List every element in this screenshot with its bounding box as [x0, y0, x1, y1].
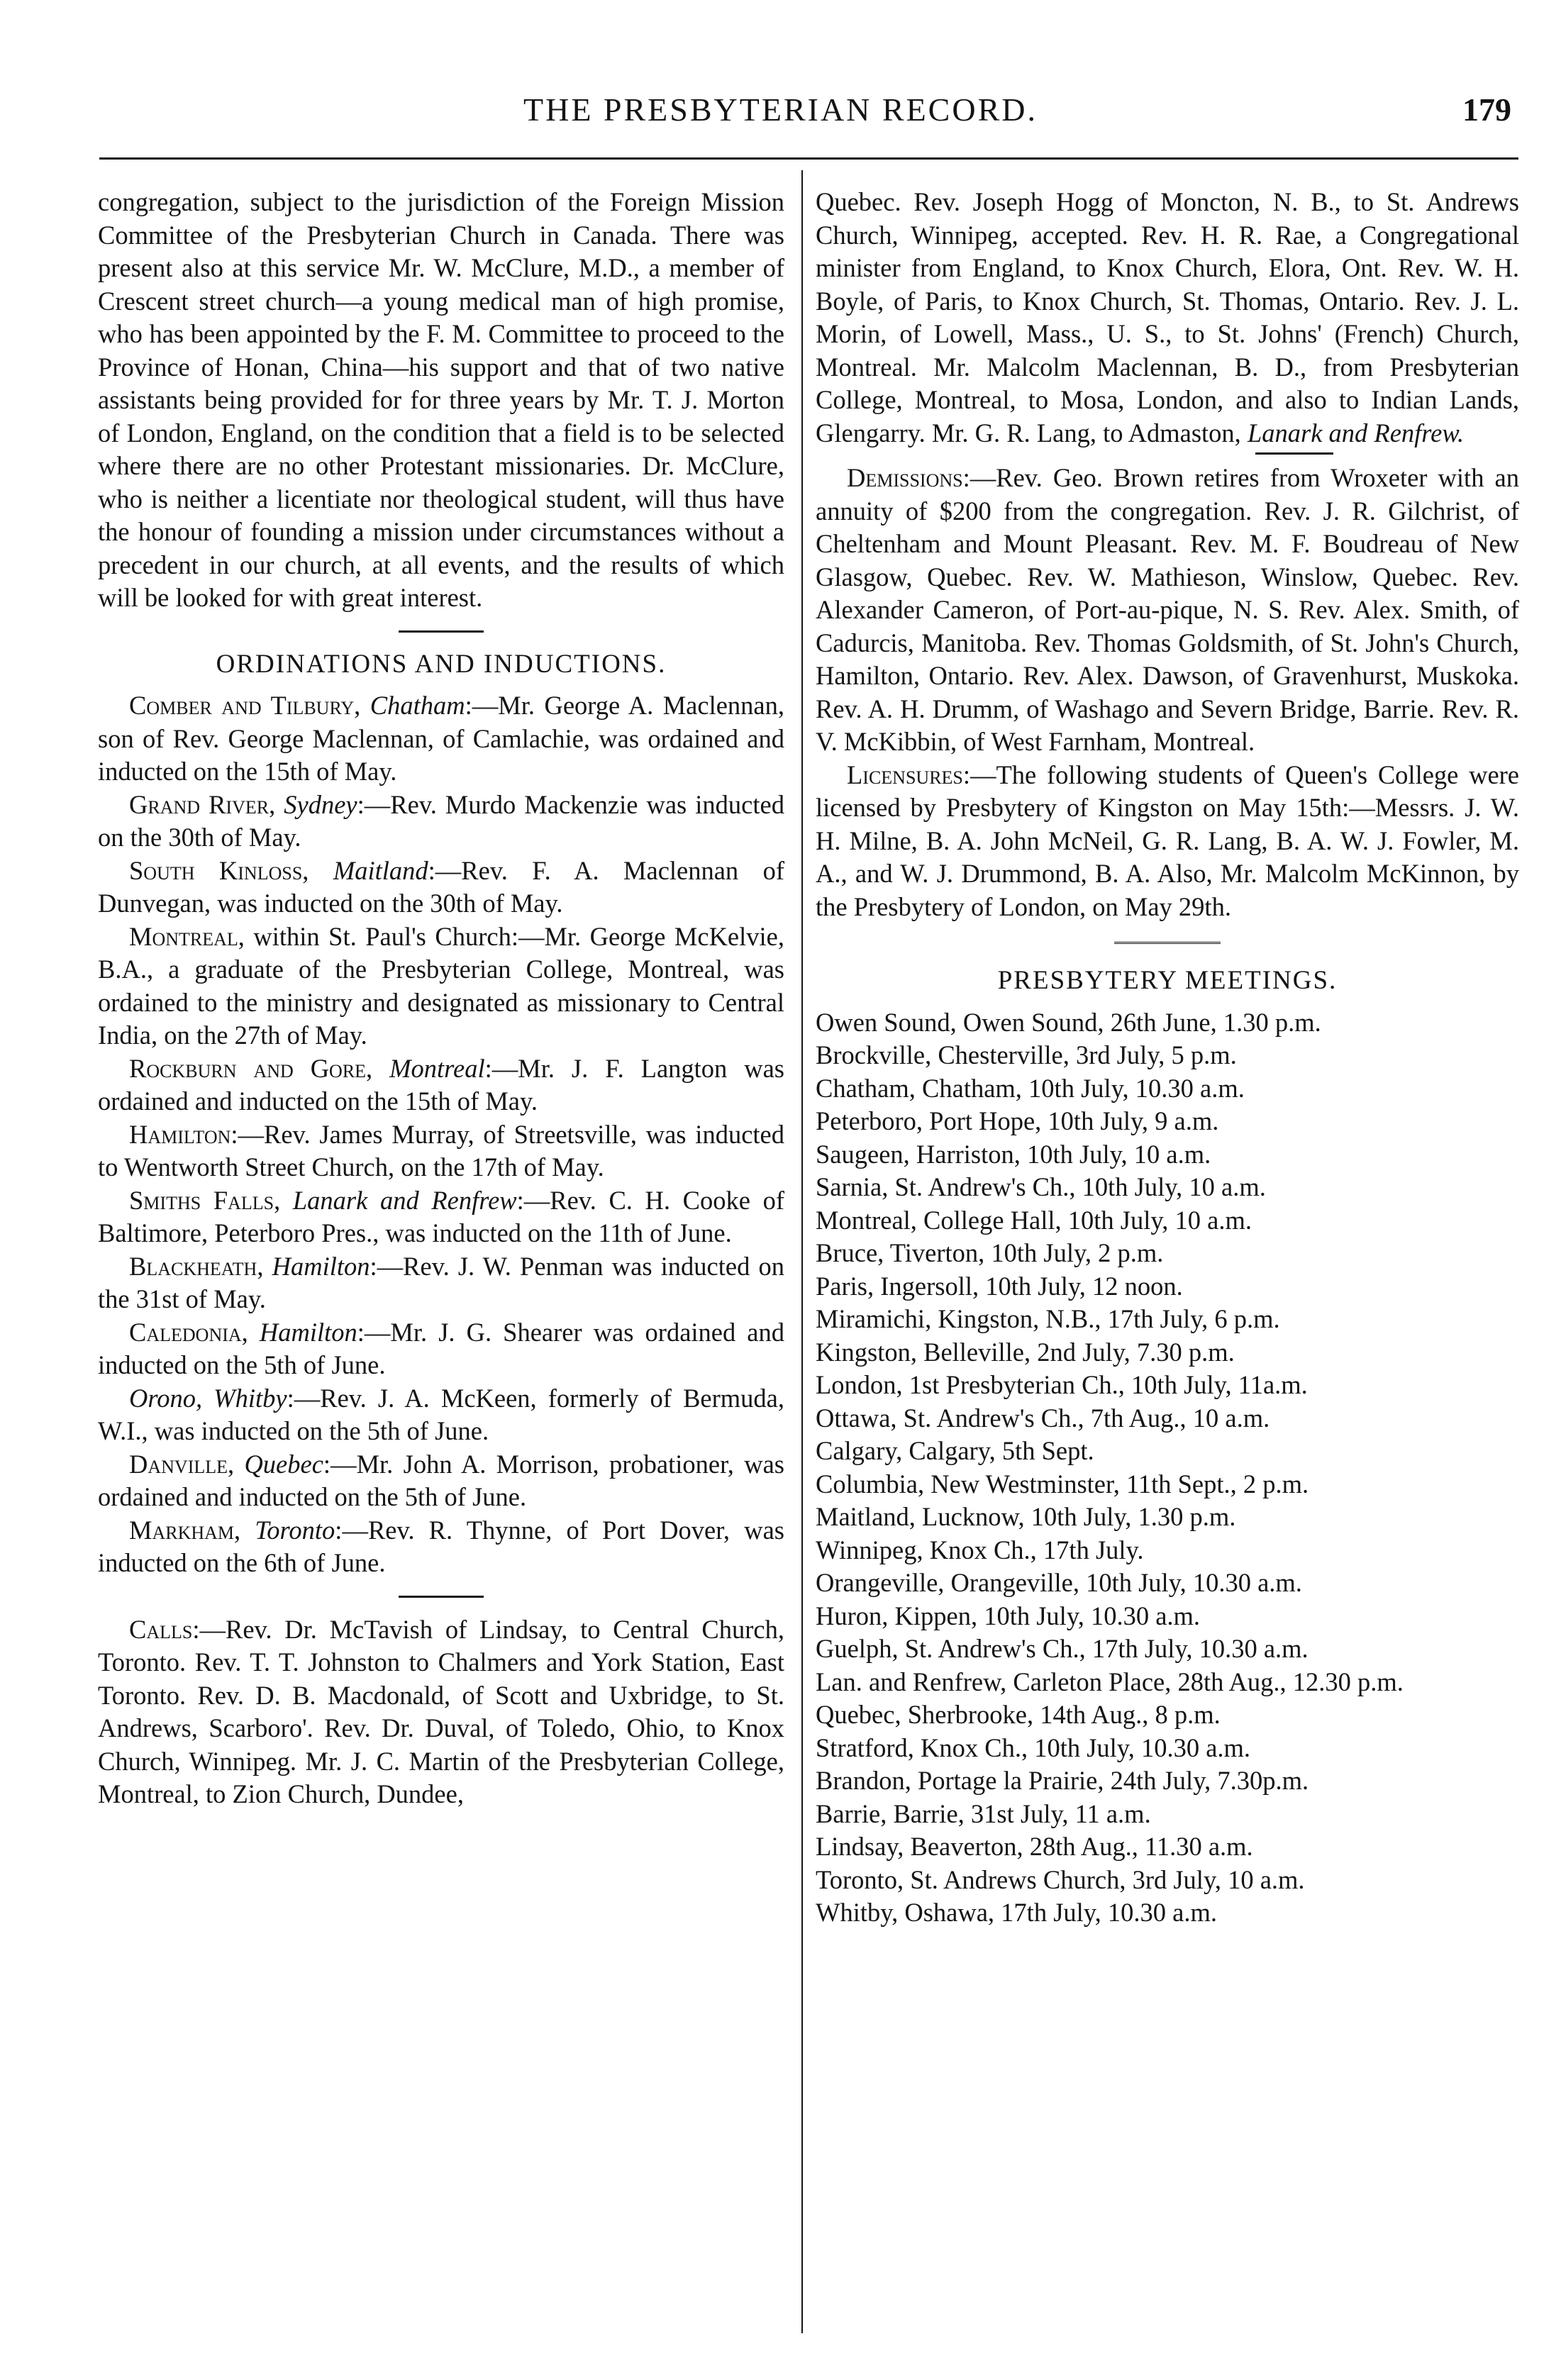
ordination-place: Blackheath,: [129, 1251, 272, 1281]
ordination-place: Comber and Tilbury,: [129, 691, 370, 720]
ordination-text: :—Mr. George A. Maclennan, son of Rev. George Maclennan, of Camlachie, was ordained and inducted on the 15th of May.: [98, 691, 784, 786]
ordination-presbytery: Sydney: [284, 789, 357, 819]
ordination-entry: [98, 855, 784, 921]
meeting-item: Owen Sound, Owen Sound, 26th June, 1.30 p.m.: [816, 1007, 1321, 1037]
ordination-presbytery: Montreal: [389, 1053, 485, 1083]
ordination-place: Caledonia,: [129, 1317, 260, 1347]
meeting-item: Lindsay, Beaverton, 28th Aug., 11.30 a.m.: [816, 1832, 1253, 1861]
ordination-text: :—Mr. J. F. Langton was ordained and inducted on the 15th of May.: [98, 1053, 784, 1116]
licensures-paragraph: [816, 759, 1519, 924]
ordination-presbytery: Hamilton: [259, 1317, 357, 1347]
intro-paragraph: congregation, subject to the jurisdiction of the Foreign Mission Committee of the Presbyterian Church in Canada. There was present also at this service Mr. W. McClure, M.D., a member of Crescent street church—a young medical man of high promise, who has been appointed by the F. M. Committee to proceed to the Province of Honan, China—his support and that of two native assistants being provided for for three years by Mr. T. J. Morton of London, England, on the condition that a field is to be selected where there are no other Protestant missionaries. Dr. McClure, who is neither a licentiate nor theological student, will thus have the honour of founding a mission under circumstances without a precedent in our church, at all events, and the results of which will be looked for with great interest.: [98, 187, 784, 612]
ordination-presbytery: Lanark and Renfrew: [292, 1185, 517, 1215]
meeting-item: Chatham, Chatham, 10th July, 10.30 a.m.: [816, 1073, 1245, 1103]
calls-continued: [816, 186, 1519, 450]
ordination-place: Montreal,: [129, 921, 245, 951]
page-number: 179: [1462, 91, 1511, 128]
ordination-entry: [98, 1514, 784, 1580]
demissions-text: :—Rev. Geo. Brown retires from Wroxeter with an annuity of $200 from the congregation. Rev. J. R. Gilchrist, of Cheltenham and Mount Pleasant. Rev. M. F. Boudreau of New Glasgow, Quebec. Rev. W. Mathieson, Winslow, Quebec. Rev. Alexander Cameron, of Port-au-pique, N. S. Rev. Alex. Smith, of Cadurcis, Manitoba. Rev. Thomas Goldsmith, of St. John's Church, Hamilton, Ontario. Rev. Alex. Dawson, of Gravenhurst, Muskoka. Rev. A. H. Drumm, of Washago and Severn Bridge, Barrie. Rev. R. V. McKibbin, of West Farnham, Montreal.: [816, 463, 1519, 756]
ordination-entry: [98, 1250, 784, 1316]
left-column: [98, 186, 784, 1811]
meeting-item: Brandon, Portage la Prairie, 24th July, 7.30p.m.: [816, 1766, 1309, 1795]
demissions-label: Demissions: [847, 463, 963, 492]
section-rule: [1255, 452, 1333, 455]
ordination-presbytery: Toronto: [255, 1515, 335, 1545]
meeting-item: London, 1st Presbyterian Ch., 10th July, 11a.m.: [816, 1370, 1308, 1399]
meetings-list: [816, 1006, 1519, 1930]
meeting-item: Whitby, Oshawa, 17th July, 10.30 a.m.: [816, 1898, 1218, 1927]
ordination-place: Grand River,: [129, 789, 284, 819]
section-rule: [399, 1596, 484, 1598]
meeting-item: Columbia, New Westminster, 11th Sept., 2 p.m.: [816, 1469, 1309, 1498]
ordinations-list: [98, 689, 784, 1580]
ordination-entry: [98, 1184, 784, 1250]
calls-continued-text: Quebec. Rev. Joseph Hogg of Moncton, N. B., to St. Andrews Church, Winnipeg, accepted. Rev. H. R. Rae, a Congregational minister from England, to Knox Church, Elora, Ont. Rev. W. H. Boyle, of Paris, to Knox Church, St. Thomas, Ontario. Rev. J. L. Morin, of Lowell, Mass., U. S., to St. Johns' (French) Church, Montreal. Mr. Malcolm Maclennan, B. D., from Presbyterian College, Montreal, to Mosa, London, and also to Indian Lands, Glengarry. Mr. G. R. Lang, to Admaston,: [816, 187, 1519, 447]
meeting-item: Orangeville, Orangeville, 10th July, 10.30 a.m.: [816, 1568, 1302, 1597]
ordination-entry: [98, 1316, 784, 1382]
meeting-item: Calgary, Calgary, 5th Sept.: [816, 1436, 1094, 1465]
ordination-entry: [98, 1382, 784, 1448]
ordination-entry: [98, 1448, 784, 1514]
ordination-text: :—Rev. James Murray, of Streetsville, was inducted to Wentworth Street Church, on the 17th of May.: [98, 1119, 784, 1181]
ordination-text: :—Mr. J. G. Shearer was ordained and inducted on the 5th of June.: [98, 1317, 785, 1379]
meetings-heading: PRESBYTERY MEETINGS.: [997, 966, 1338, 995]
meeting-item: Paris, Ingersoll, 10th July, 12 noon.: [816, 1271, 1183, 1301]
ordination-place: South Kinloss,: [129, 855, 333, 885]
ordination-place: Danville,: [129, 1449, 245, 1479]
ordination-presbytery: Hamilton: [272, 1251, 370, 1281]
ordination-text: :—Rev. R. Thynne, of Port Dover, was inducted on the 6th of June.: [98, 1515, 784, 1577]
ordination-presbytery: Chatham: [370, 691, 465, 720]
ordination-text: :—Rev. F. A. Maclennan of Dunvegan, was inducted on the 30th of May.: [98, 855, 784, 918]
calls-text: :—Rev. Dr. McTavish of Lindsay, to Central Church, Toronto. Rev. T. T. Johnston to Chalmers and York Station, East Toronto. Rev. D. B. Macdonald, of Scott and Uxbridge, to St. Andrews, Scarboro'. Rev. Dr. Duval, of Toledo, Ohio, to Knox Church, Winnipeg. Mr. J. C. Martin of the Presbyterian College, Montreal, to Zion Church, Dundee,: [98, 1614, 784, 1808]
meeting-item: Montreal, College Hall, 10th July, 10 a.m.: [816, 1205, 1252, 1235]
ordination-presbytery: Quebec: [244, 1449, 323, 1479]
ordination-text: :—Rev. J. W. Penman was inducted on the 31st of May.: [98, 1251, 784, 1313]
ordination-place: Hamilton: [129, 1119, 231, 1149]
meeting-item: Guelph, St. Andrew's Ch., 17th July, 10.30 a.m.: [816, 1634, 1309, 1663]
ordination-entry: [98, 1118, 784, 1184]
demissions-paragraph: [816, 462, 1519, 759]
meeting-item: Lan. and Renfrew, Carleton Place, 28th Aug., 12.30 p.m.: [816, 1667, 1404, 1696]
ordinations-heading: ORDINATIONS AND INDUCTIONS.: [216, 649, 667, 679]
ordination-presbytery: Maitland: [333, 855, 428, 885]
calls-last-italic: Lanark and Renfrew.: [1247, 418, 1465, 447]
meeting-item: Winnipeg, Knox Ch., 17th July.: [816, 1535, 1144, 1564]
meeting-item: Huron, Kippen, 10th July, 10.30 a.m.: [816, 1601, 1201, 1630]
ordination-text: :—Rev. C. H. Cooke of Baltimore, Peterboro Pres., was inducted on the 11th of June.: [98, 1185, 784, 1247]
ordination-presbytery: Orono, Whitby: [129, 1383, 287, 1413]
header-rule: [99, 157, 1518, 160]
meeting-item: Ottawa, St. Andrew's Ch., 7th Aug., 10 a.m.: [816, 1403, 1270, 1433]
meeting-item: Stratford, Knox Ch., 10th July, 10.30 a.m.: [816, 1733, 1251, 1762]
double-rule: [1114, 942, 1221, 946]
meeting-item: Peterboro, Port Hope, 10th July, 9 a.m.: [816, 1106, 1219, 1135]
meeting-item: Barrie, Barrie, 31st July, 11 a.m.: [816, 1798, 1151, 1828]
ordination-place: Rockburn and Gore,: [129, 1053, 390, 1083]
running-title: THE PRESBYTERIAN RECORD.: [523, 91, 1038, 128]
licensures-text: :—The following students of Queen's College were licensed by Presbytery of Kingston on May 15th:—Messrs. J. W. H. Milne, B. A. John McNeil, G. R. Lang, B. A. W. J. Fowler, M. A., and W. J. Drummond, B. A. Also, Mr. Malcolm McKinnon, by the Presbytery of London, on May 29th.: [816, 760, 1519, 921]
licensures-label: Licensures: [847, 760, 963, 789]
ordination-entry: [98, 789, 784, 855]
column-divider: [801, 170, 803, 2333]
ordination-text: :—Mr. John A. Morrison, probationer, was ordained and inducted on the 5th of June.: [98, 1449, 784, 1511]
meeting-item: Saugeen, Harriston, 10th July, 10 a.m.: [816, 1139, 1211, 1169]
meeting-item: Kingston, Belleville, 2nd July, 7.30 p.m.: [816, 1337, 1235, 1367]
ordination-entry: [98, 921, 784, 1052]
ordination-text: within St. Paul's Church:—Mr. George McKelvie, B.A., a graduate of the Presbyterian College, Montreal, was ordained to the ministry and designated as missionary to Central India, on the 27th of May.: [98, 921, 784, 1050]
running-header: [0, 84, 1561, 133]
calls-label: Calls: [129, 1614, 193, 1644]
section-rule: [399, 630, 484, 633]
ordination-text: :—Rev. J. A. McKeen, formerly of Bermuda, W.I., was inducted on the 5th of June.: [98, 1383, 784, 1445]
ordination-entry: [98, 1052, 784, 1118]
ordination-entry: [98, 689, 784, 789]
calls-paragraph: [98, 1613, 784, 1811]
meeting-item: Quebec, Sherbrooke, 14th Aug., 8 p.m.: [816, 1700, 1221, 1729]
ordination-place: Markham,: [129, 1515, 255, 1545]
right-column: [816, 186, 1519, 1930]
meeting-item: Bruce, Tiverton, 10th July, 2 p.m.: [816, 1238, 1164, 1267]
ordination-place: Smiths Falls,: [129, 1185, 293, 1215]
meeting-item: Maitland, Lucknow, 10th July, 1.30 p.m.: [816, 1502, 1236, 1531]
meeting-item: Miramichi, Kingston, N.B., 17th July, 6 p.m.: [816, 1304, 1280, 1333]
ordination-text: :—Rev. Murdo Mackenzie was inducted on the 30th of May.: [98, 789, 784, 852]
meeting-item: Sarnia, St. Andrew's Ch., 10th July, 10 a.m.: [816, 1172, 1266, 1201]
meeting-item: Brockville, Chesterville, 3rd July, 5 p.m.: [816, 1040, 1237, 1069]
meeting-item: Toronto, St. Andrews Church, 3rd July, 10 a.m.: [816, 1864, 1305, 1894]
